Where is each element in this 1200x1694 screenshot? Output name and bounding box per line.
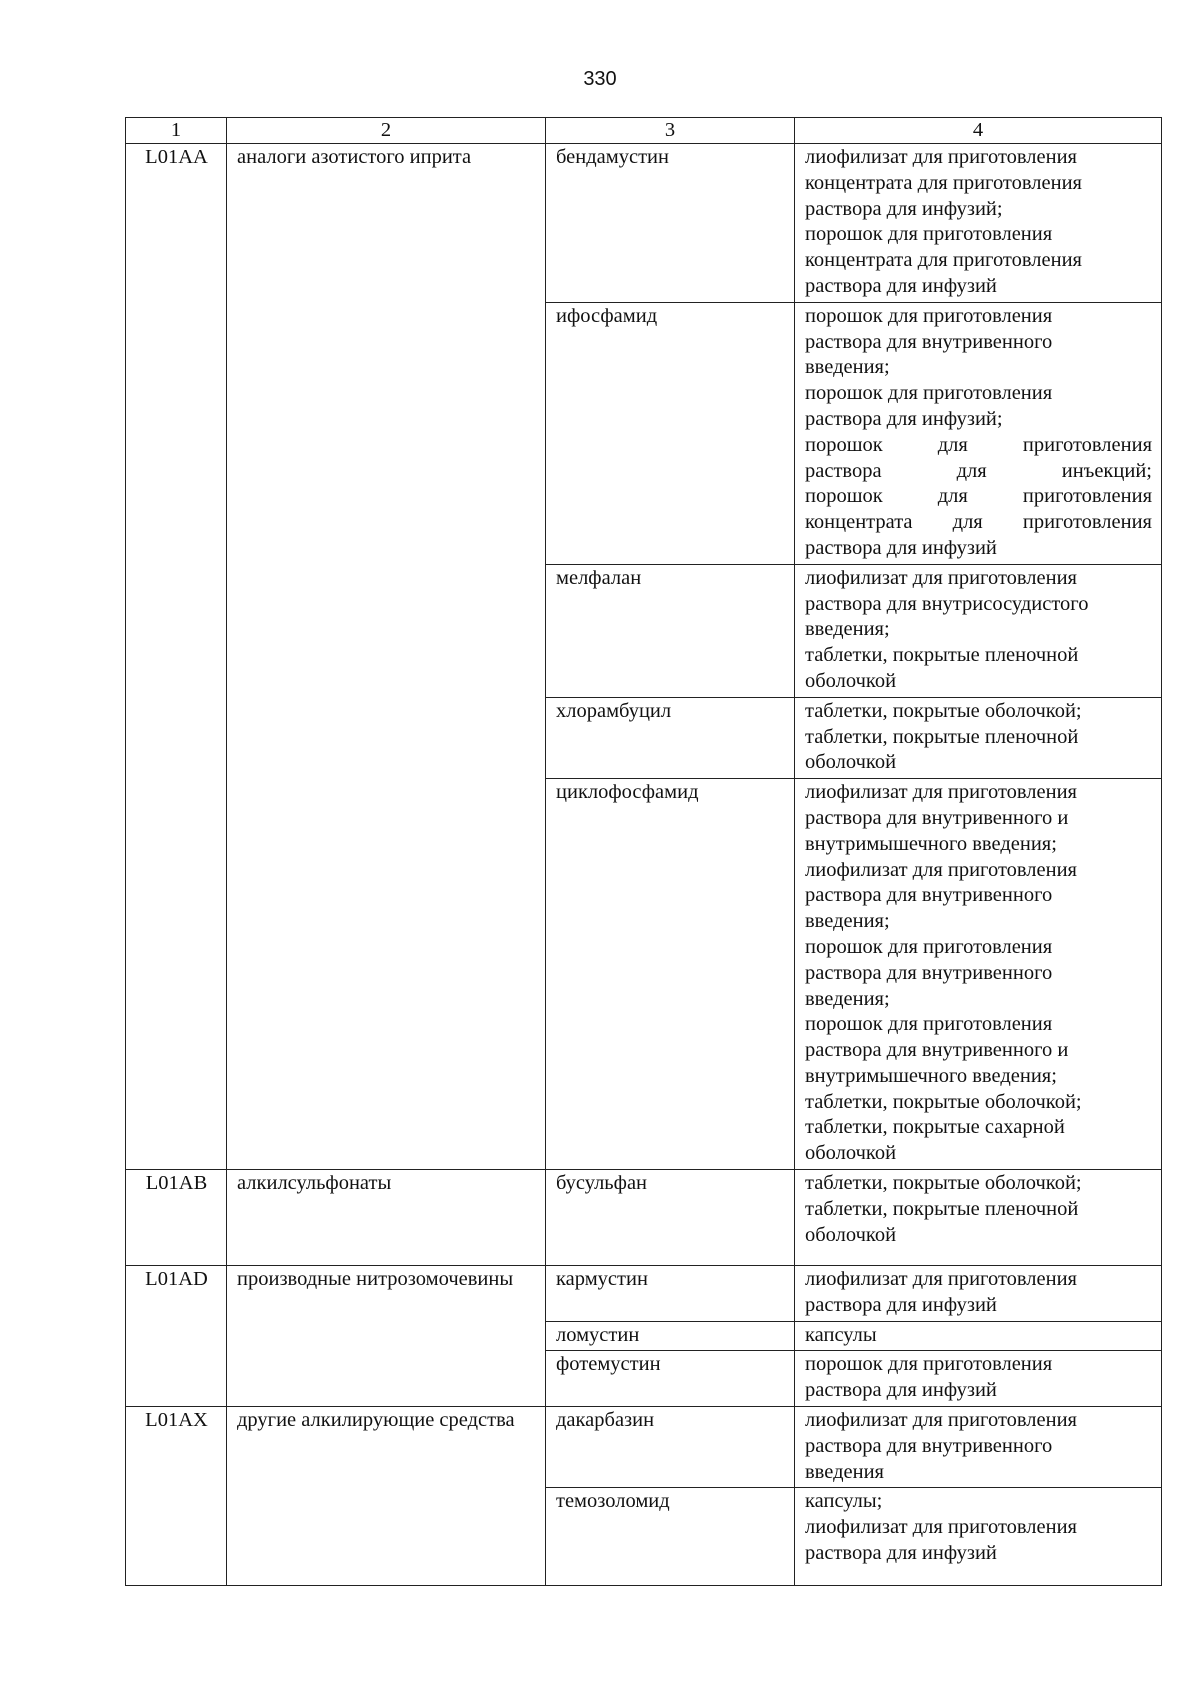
atc-code-cell: L01AA — [126, 144, 227, 1170]
dosage-form-line: порошок для приготовления — [805, 382, 1053, 405]
dosage-form-line: раствора для внутрисосудистого — [805, 592, 1089, 615]
dosage-form-line: раствора для инфузий — [805, 1293, 997, 1316]
dosage-form-line: порошок для приготовления — [805, 433, 1152, 456]
dosage-forms-cell — [795, 1266, 1162, 1322]
dosage-forms-cell — [795, 1407, 1162, 1488]
dosage-forms-cell — [795, 1351, 1162, 1407]
page-number: 330 — [583, 68, 617, 90]
drug-classification-table — [125, 117, 1162, 1586]
dosage-form-line: лиофилизат для приготовления — [805, 1516, 1077, 1539]
dosage-form-line: таблетки, покрытые сахарной — [805, 1116, 1065, 1139]
dosage-form-line: порошок для приготовления — [805, 935, 1053, 958]
dosage-form-line: таблетки, покрытые оболочкой; — [805, 699, 1082, 722]
dosage-form-line: раствора для внутривенного и — [805, 1039, 1069, 1062]
dosage-form-line: порошок для приготовления — [805, 304, 1053, 327]
dosage-form-line: таблетки, покрытые пленочной — [805, 725, 1079, 748]
dosage-form-line: введения; — [805, 987, 890, 1010]
dosage-form-line: капсулы; — [805, 1490, 883, 1513]
drug-name-cell: хлорамбуцил — [546, 697, 795, 778]
group-name-cell: другие алкилирующие средства — [227, 1407, 546, 1586]
dosage-form-line: оболочкой — [805, 751, 897, 774]
dosage-form-line: раствора для внутривенного — [805, 884, 1053, 907]
dosage-form-line: оболочкой — [805, 669, 897, 692]
dosage-form-line: раствора для инфузий; — [805, 407, 1003, 430]
dosage-form-line: раствора для инфузий — [805, 536, 997, 559]
dosage-form-line: порошок для приготовления — [805, 1353, 1053, 1376]
dosage-form-line: введения — [805, 1460, 884, 1483]
atc-code-cell: L01AD — [126, 1266, 227, 1407]
drug-name-cell: ифосфамид — [546, 302, 795, 564]
dosage-form-line: концентрата для приготовления — [805, 511, 1152, 534]
dosage-form-line: таблетки, покрытые пленочной — [805, 644, 1079, 667]
dosage-form-line: введения; — [805, 618, 890, 641]
drug-name-cell: бусульфан — [546, 1170, 795, 1266]
table-row — [126, 1407, 1162, 1488]
dosage-form-line: раствора для внутривенного — [805, 330, 1053, 353]
dosage-form-line: концентрата для приготовления — [805, 249, 1082, 272]
dosage-forms-cell — [795, 564, 1162, 697]
dosage-forms-cell — [795, 144, 1162, 303]
header-col-2: 2 — [227, 118, 546, 144]
table-row — [126, 1170, 1162, 1266]
dosage-form-line: раствора для внутривенного — [805, 961, 1053, 984]
atc-code-cell: L01AB — [126, 1170, 227, 1266]
dosage-form-line: капсулы — [805, 1323, 877, 1346]
drug-name-cell: кармустин — [546, 1266, 795, 1322]
group-name-cell: аналоги азотистого иприта — [227, 144, 546, 1170]
header-col-1: 1 — [126, 118, 227, 144]
dosage-form-line: лиофилизат для приготовления — [805, 858, 1077, 881]
dosage-forms-cell — [795, 1488, 1162, 1586]
dosage-form-line: лиофилизат для приготовления — [805, 566, 1077, 589]
dosage-form-line: таблетки, покрытые оболочкой; — [805, 1172, 1082, 1195]
dosage-form-line: порошок для приготовления — [805, 485, 1152, 508]
dosage-form-line: раствора для инфузий — [805, 274, 997, 297]
drug-name-cell: мелфалан — [546, 564, 795, 697]
dosage-form-line: раствора для внутривенного и — [805, 806, 1069, 829]
dosage-form-line: лиофилизат для приготовления — [805, 781, 1077, 804]
dosage-form-line: оболочкой — [805, 1142, 897, 1165]
dosage-forms-cell — [795, 302, 1162, 564]
dosage-form-line: оболочкой — [805, 1223, 897, 1246]
dosage-form-line: раствора для инфузий; — [805, 197, 1003, 220]
dosage-forms-cell — [795, 1170, 1162, 1266]
dosage-form-line: раствора для инъекций; — [805, 459, 1152, 482]
dosage-form-line: таблетки, покрытые пленочной — [805, 1197, 1079, 1220]
dosage-form-line: таблетки, покрытые оболочкой; — [805, 1090, 1082, 1113]
drug-name-cell: ломустин — [546, 1321, 795, 1351]
dosage-form-line: порошок для приготовления — [805, 223, 1053, 246]
group-name-cell: алкилсульфонаты — [227, 1170, 546, 1266]
drug-name-cell: темозоломид — [546, 1488, 795, 1586]
drug-name-cell: дакарбазин — [546, 1407, 795, 1488]
table-row — [126, 144, 1162, 303]
dosage-forms-cell — [795, 697, 1162, 778]
dosage-form-line: порошок для приготовления — [805, 1013, 1053, 1036]
dosage-form-line: раствора для внутривенного — [805, 1434, 1053, 1457]
dosage-form-line: лиофилизат для приготовления — [805, 1409, 1077, 1432]
table-body — [126, 144, 1162, 1586]
drug-name-cell: фотемустин — [546, 1351, 795, 1407]
header-col-3: 3 — [546, 118, 795, 144]
dosage-form-line: раствора для инфузий — [805, 1542, 997, 1565]
dosage-form-line: лиофилизат для приготовления — [805, 146, 1077, 168]
dosage-form-line: введения; — [805, 356, 890, 379]
dosage-form-line: внутримышечного введения; — [805, 832, 1057, 855]
dosage-forms-cell — [795, 779, 1162, 1170]
dosage-form-line: концентрата для приготовления — [805, 171, 1082, 194]
group-name-cell: производные нитрозомочевины — [227, 1266, 546, 1407]
dosage-form-line: раствора для инфузий — [805, 1379, 997, 1402]
dosage-form-line: внутримышечного введения; — [805, 1064, 1057, 1087]
drug-name-cell: циклофосфамид — [546, 779, 795, 1170]
dosage-forms-cell — [795, 1321, 1162, 1351]
header-col-4: 4 — [795, 118, 1162, 144]
table-header-row — [126, 118, 1162, 144]
drug-name-cell: бендамустин — [546, 144, 795, 303]
dosage-form-line: лиофилизат для приготовления — [805, 1268, 1077, 1291]
dosage-form-line: введения; — [805, 910, 890, 933]
atc-code-cell: L01AX — [126, 1407, 227, 1586]
table-row — [126, 1266, 1162, 1322]
